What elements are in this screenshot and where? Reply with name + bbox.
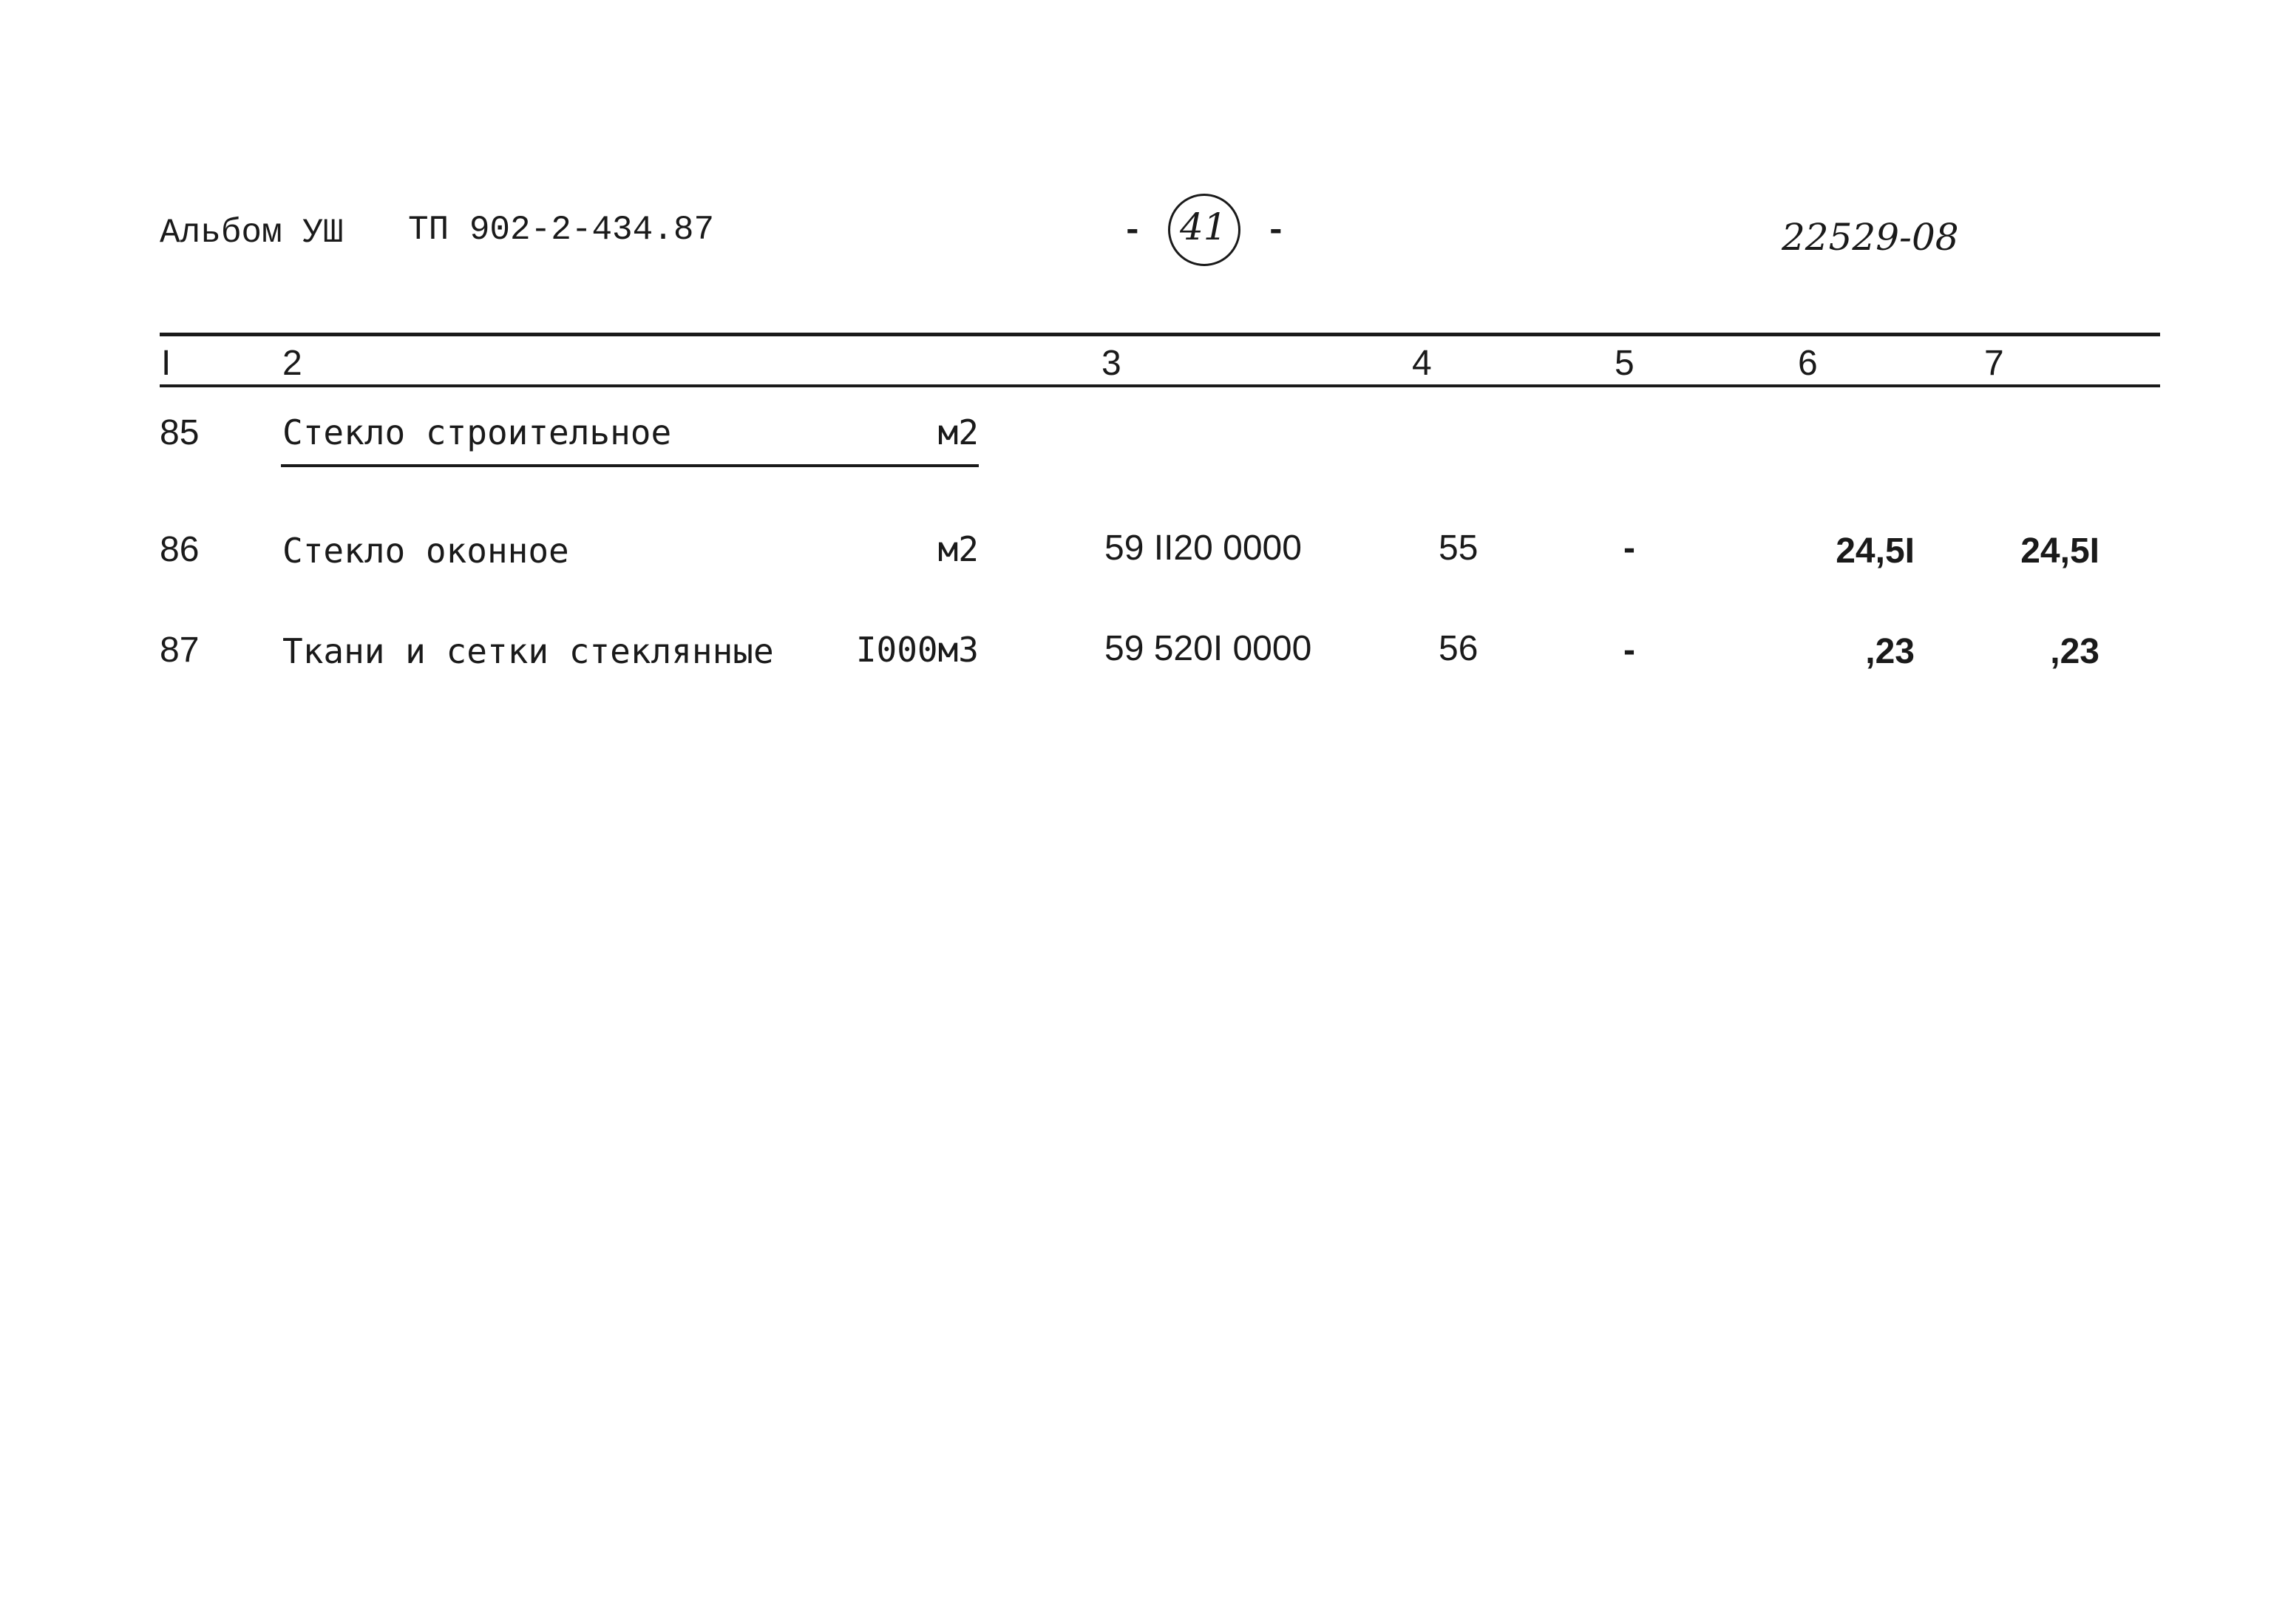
row-name: Стекло оконное bbox=[282, 531, 569, 571]
row-number: 85 bbox=[160, 413, 200, 452]
row-col5: - bbox=[1623, 529, 1635, 568]
row-unit: м2 bbox=[937, 529, 979, 569]
album-label: Альбом УШ bbox=[160, 214, 344, 252]
row-unit: м2 bbox=[937, 412, 979, 452]
table-header-bottom-rule bbox=[160, 384, 2160, 387]
row-name-underline bbox=[281, 464, 979, 467]
row-code: 59 II20 0000 bbox=[1104, 529, 1302, 568]
row-col4: 55 bbox=[1439, 529, 1479, 568]
page-dash-right: - bbox=[1266, 212, 1286, 251]
row-name: Стекло строительное bbox=[282, 412, 672, 452]
row-unit: I000м3 bbox=[855, 630, 979, 670]
row-code: 59 520I 0000 bbox=[1104, 629, 1312, 668]
row-col7: ,23 bbox=[2050, 632, 2099, 671]
column-number-6: 6 bbox=[1798, 344, 1818, 383]
row-number: 87 bbox=[160, 631, 200, 670]
project-code: ТП 902-2-434.87 bbox=[408, 211, 715, 249]
column-number-4: 4 bbox=[1412, 344, 1432, 383]
row-col7: 24,5I bbox=[2020, 531, 2099, 571]
row-name: Ткани и сетки стеклянные bbox=[282, 631, 774, 671]
column-number-3: 3 bbox=[1101, 344, 1121, 383]
row-col4: 56 bbox=[1439, 629, 1479, 668]
row-col6: ,23 bbox=[1865, 632, 1915, 671]
column-number-7: 7 bbox=[1984, 344, 2004, 383]
row-number: 86 bbox=[160, 530, 200, 569]
table-top-rule bbox=[160, 333, 2160, 336]
column-number-1: I bbox=[161, 344, 172, 383]
column-number-2: 2 bbox=[282, 344, 302, 383]
column-number-5: 5 bbox=[1615, 344, 1634, 383]
row-col6: 24,5I bbox=[1836, 531, 1915, 571]
page-dash-left: - bbox=[1122, 212, 1143, 251]
row-col5: - bbox=[1623, 631, 1635, 670]
page-number: 41 bbox=[1180, 205, 1227, 248]
document-code: 22529-08 bbox=[1782, 216, 1959, 259]
